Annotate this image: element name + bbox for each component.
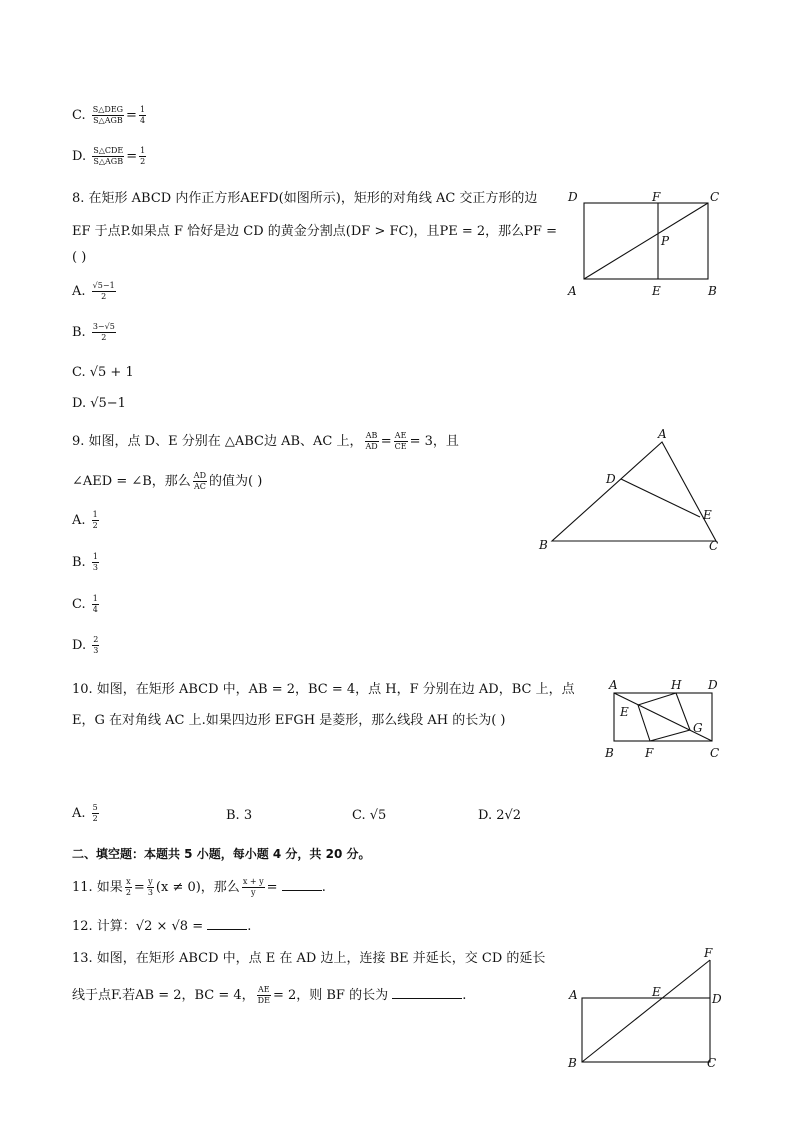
q8-diagonal-ac bbox=[584, 203, 708, 279]
q9-label-b: B bbox=[539, 538, 548, 552]
q7-c-lhs-fraction: $\frac{\text{S△DEG}}{\text{S△AGB}}$ bbox=[92, 105, 124, 125]
q10-option-d: D. 2√2 bbox=[478, 808, 522, 823]
q13-stem-line1: 13. 如图，在矩形 ABCD 中，点 E 在 AD 边上，连接 BE 并延长，交 CD 的延长 bbox=[72, 951, 546, 966]
q9-label-c: C bbox=[709, 539, 719, 553]
q13-rectangle bbox=[582, 998, 710, 1062]
q9-label-e: E bbox=[703, 508, 712, 522]
q7-option-c: C. $\frac{\text{S△DEG}}{\text{S△AGB}}$ = $\frac{1}{4}$ bbox=[72, 105, 146, 125]
q8-label-c: C bbox=[710, 190, 720, 204]
q10-label-e: E bbox=[620, 705, 629, 719]
q10-stem-line1: 10. 如图，在矩形 ABCD 中，AB = 2，BC = 4，点 H，F 分别在边 AD，BC 上，点 bbox=[72, 682, 575, 697]
q10-label-c: C bbox=[710, 746, 720, 760]
q7-option-d: D. $\frac{\text{S△CDE}}{\text{S△AGB}}$ = $\frac{1}{2}$ bbox=[72, 146, 146, 166]
q13-label-e: E bbox=[652, 985, 661, 999]
q8-option-b: B. $\frac{3-√5}{2}$ bbox=[72, 322, 115, 342]
q10-label-a: A bbox=[609, 678, 618, 692]
q10-figure bbox=[600, 675, 730, 765]
q9-option-b: B. $\frac{1}{3}$ bbox=[72, 552, 98, 572]
q9-figure bbox=[536, 425, 736, 560]
q8-label-p: P bbox=[661, 234, 670, 248]
q8-label-b: B bbox=[708, 284, 717, 298]
q10-option-c: C. √5 bbox=[352, 808, 387, 823]
q12-stem: 12. 计算：√2 × √8 = . bbox=[72, 919, 252, 934]
q8-stem-line2: EF 于点P.如果点 F 恰好是边 CD 的黄金分割点(DF > FC)，且PE = 2，那么PF = bbox=[72, 224, 557, 239]
q8-label-e: E bbox=[652, 284, 661, 298]
q13-label-f: F bbox=[704, 946, 713, 960]
q8-answer-paren: ( ) bbox=[72, 250, 87, 265]
q8-label-f: F bbox=[652, 190, 661, 204]
q8-option-c: C. √5 + 1 bbox=[72, 365, 134, 380]
q13-label-b: B bbox=[568, 1056, 577, 1070]
q13-stem-line2: 线于点F.若AB = 2，BC = 4， $\frac{AE}{DE}$ = 2，则 BF 的长为 . bbox=[72, 985, 467, 1005]
q11-stem: 11. 如果 $\frac{x}{2}$ = $\frac{y}{3}$ (x ≠ 0)，那么 $\frac{x + y}{y}$ = . bbox=[72, 877, 326, 897]
q13-answer-blank[interactable] bbox=[392, 997, 462, 999]
q10-option-a: A. $\frac{5}{2}$ bbox=[72, 803, 98, 823]
q13-segment-bf bbox=[582, 960, 710, 1062]
q10-label-g: G bbox=[693, 721, 703, 735]
q13-label-d: D bbox=[712, 992, 722, 1006]
q8-option-a: A. $\frac{√5-1}{2}$ bbox=[72, 281, 115, 301]
q11-answer-blank[interactable] bbox=[282, 889, 322, 891]
q9-segment-de bbox=[621, 479, 700, 517]
q10-stem-line2: E，G 在对角线 AC 上.如果四边形 EFGH 是菱形，那么线段 AH 的长为( ) bbox=[72, 713, 506, 728]
q13-figure bbox=[560, 942, 730, 1077]
q10-label-f: F bbox=[645, 746, 654, 760]
q9-triangle-abc bbox=[552, 442, 716, 541]
q13-label-c: C bbox=[707, 1056, 717, 1070]
q7-c-rhs-fraction: $\frac{1}{4}$ bbox=[139, 105, 146, 125]
q8-stem-line1: 8. 在矩形 ABCD 内作正方形AEFD(如图所示)，矩形的对角线 AC 交正方形的边 bbox=[72, 191, 538, 206]
q9-label-d: D bbox=[606, 472, 616, 486]
q10-label-h: H bbox=[671, 678, 682, 692]
q9-label-a: A bbox=[658, 427, 667, 441]
q8-option-d: D. √5−1 bbox=[72, 396, 126, 411]
q7-d-lhs-fraction: $\frac{\text{S△CDE}}{\text{S△AGB}}$ bbox=[93, 146, 124, 166]
q8-label-a: A bbox=[568, 284, 577, 298]
q13-label-a: A bbox=[569, 988, 578, 1002]
section2-title: 二、填空题：本题共 5 小题，每小题 4 分，共 20 分。 bbox=[72, 847, 371, 861]
q7-d-rhs-fraction: $\frac{1}{2}$ bbox=[140, 146, 146, 166]
q9-stem-line1: 9. 如图，点 D、E 分别在 △ABC边 AB、AC 上， $\frac{AB}{AD}$ = $\frac{AE}{CE}$ = 3，且 bbox=[72, 431, 459, 451]
q10-option-b: B. 3 bbox=[226, 808, 253, 823]
q9-option-d: D. $\frac{2}{3}$ bbox=[72, 635, 99, 655]
q8-label-d: D bbox=[568, 190, 578, 204]
q9-option-a: A. $\frac{1}{2}$ bbox=[72, 510, 98, 530]
q10-label-b: B bbox=[605, 746, 614, 760]
q9-option-c: C. $\frac{1}{4}$ bbox=[72, 594, 98, 614]
q12-answer-blank[interactable] bbox=[207, 928, 247, 930]
q9-stem-line2: ∠AED = ∠B，那么 $\frac{AD}{AC}$ 的值为( ) bbox=[72, 471, 263, 491]
q8-figure bbox=[560, 185, 730, 305]
q10-label-d: D bbox=[708, 678, 718, 692]
